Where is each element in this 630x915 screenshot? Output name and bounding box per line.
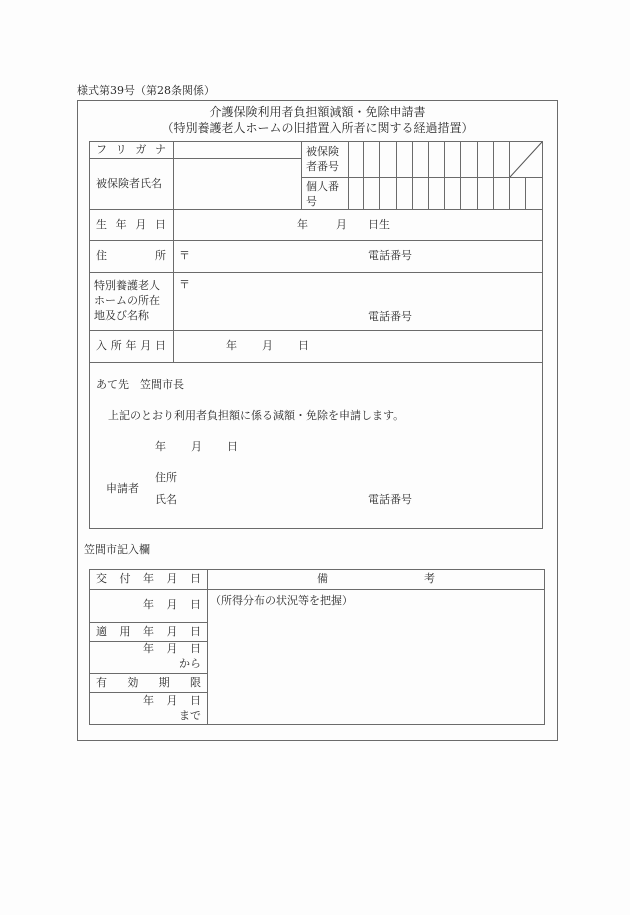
facility-phone-label: 電話番号 [368,310,412,323]
personal-number-digit[interactable] [397,178,413,209]
declaration-day-unit: 日 [227,440,238,453]
birthdate-day-unit: 日生 [368,218,390,231]
admission-date-label: 入 所 年 月 日 [96,339,166,352]
declaration-statement: 上記のとおり利用者負担額に係る減額・免除を申請します。 [108,409,405,422]
address-label: 住 所 [96,249,166,262]
insured-number-label: 被保険 者番号 [306,145,339,173]
personal-number-digit[interactable] [429,178,445,209]
form-subtitle: （特別養護老人ホームの旧措置入所者に関する経過措置） [161,121,474,135]
issue-date-value[interactable]: 年 月 日 [143,598,201,611]
validity-date-value[interactable]: 年 月 日 [143,694,201,707]
address-postal-mark: 〒 [179,249,190,262]
apply-date-label: 適 用 年 月 日 [96,625,201,638]
insured-number-digit[interactable] [461,141,477,177]
applicant-phone-input[interactable] [418,490,538,508]
insured-number-digit[interactable] [429,141,445,177]
personal-number-digit[interactable] [348,178,364,209]
furigana-label: フ リ ガ ナ [96,143,166,156]
insured-number-digit[interactable] [445,141,461,177]
applicant-address-label: 住所 [155,471,177,484]
applicant-name-input[interactable] [182,490,362,508]
apply-date-value[interactable]: 年 月 日 [143,642,201,655]
addressee: あて先 笠間市長 [96,378,184,391]
personal-number-digit[interactable] [510,178,526,209]
personal-number-digit[interactable] [494,178,510,209]
declaration-year-unit: 年 [155,440,166,453]
remarks-input[interactable] [208,610,544,724]
personal-number-digit[interactable] [445,178,461,209]
personal-number-label: 個人番 号 [306,180,339,208]
address-phone-input[interactable] [418,241,542,271]
personal-number-digit[interactable] [478,178,494,209]
facility-postal-mark: 〒 [179,278,190,291]
birthdate-month-unit: 月 [336,218,347,231]
declaration-month-unit: 月 [191,440,202,453]
diagonal-strike [510,141,543,178]
validity-label: 有 効 期 限 [96,676,201,689]
insured-number-digit[interactable] [380,141,396,177]
address-input[interactable] [192,241,362,271]
address-phone-label: 電話番号 [368,249,412,262]
personal-number-digit[interactable] [413,178,429,209]
admission-month-unit: 月 [262,339,273,352]
personal-number-digit[interactable] [526,178,542,209]
office-use-title: 笠間市記入欄 [84,543,150,556]
birthdate-label: 生 年 月 日 [96,218,166,231]
birthdate-input[interactable] [174,210,542,240]
insured-number-digit[interactable] [364,141,380,177]
personal-number-digit[interactable] [380,178,396,209]
insured-name-label: 被保険者氏名 [96,177,162,190]
applicant-label: 申請者 [106,482,139,495]
admission-year-unit: 年 [226,339,237,352]
applicant-name-label: 氏名 [155,493,177,506]
admission-day-unit: 日 [298,339,309,352]
insured-number-digit[interactable] [397,141,413,177]
issue-date-label: 交 付 年 月 日 [96,572,201,585]
personal-number-digit[interactable] [364,178,380,209]
remarks-label-2: 考 [424,572,435,585]
remarks-label-1: 備 [317,572,328,585]
insured-number-digit[interactable] [494,141,510,177]
birthdate-year-unit: 年 [297,218,308,231]
facility-phone-input[interactable] [418,300,542,329]
insured-name-input[interactable] [174,159,301,208]
form-number: 様式第39号（第28条関係） [77,84,215,97]
apply-from: から [179,657,201,670]
personal-number-digit[interactable] [461,178,477,209]
applicant-address-input[interactable] [182,468,537,486]
insured-number-digit[interactable] [348,141,364,177]
remarks-note: （所得分布の状況等を把握） [210,594,353,607]
form-title: 介護保険利用者負担額減額・免除申請書 [209,105,426,119]
insured-number-digit[interactable] [413,141,429,177]
facility-label: 特別養護老人 ホームの所在 地及び名称 [94,279,160,322]
validity-until: まで [179,709,201,722]
furigana-input[interactable] [174,142,301,158]
insured-number-digit[interactable] [478,141,494,177]
applicant-phone-label: 電話番号 [368,493,412,506]
facility-input[interactable] [192,273,362,329]
